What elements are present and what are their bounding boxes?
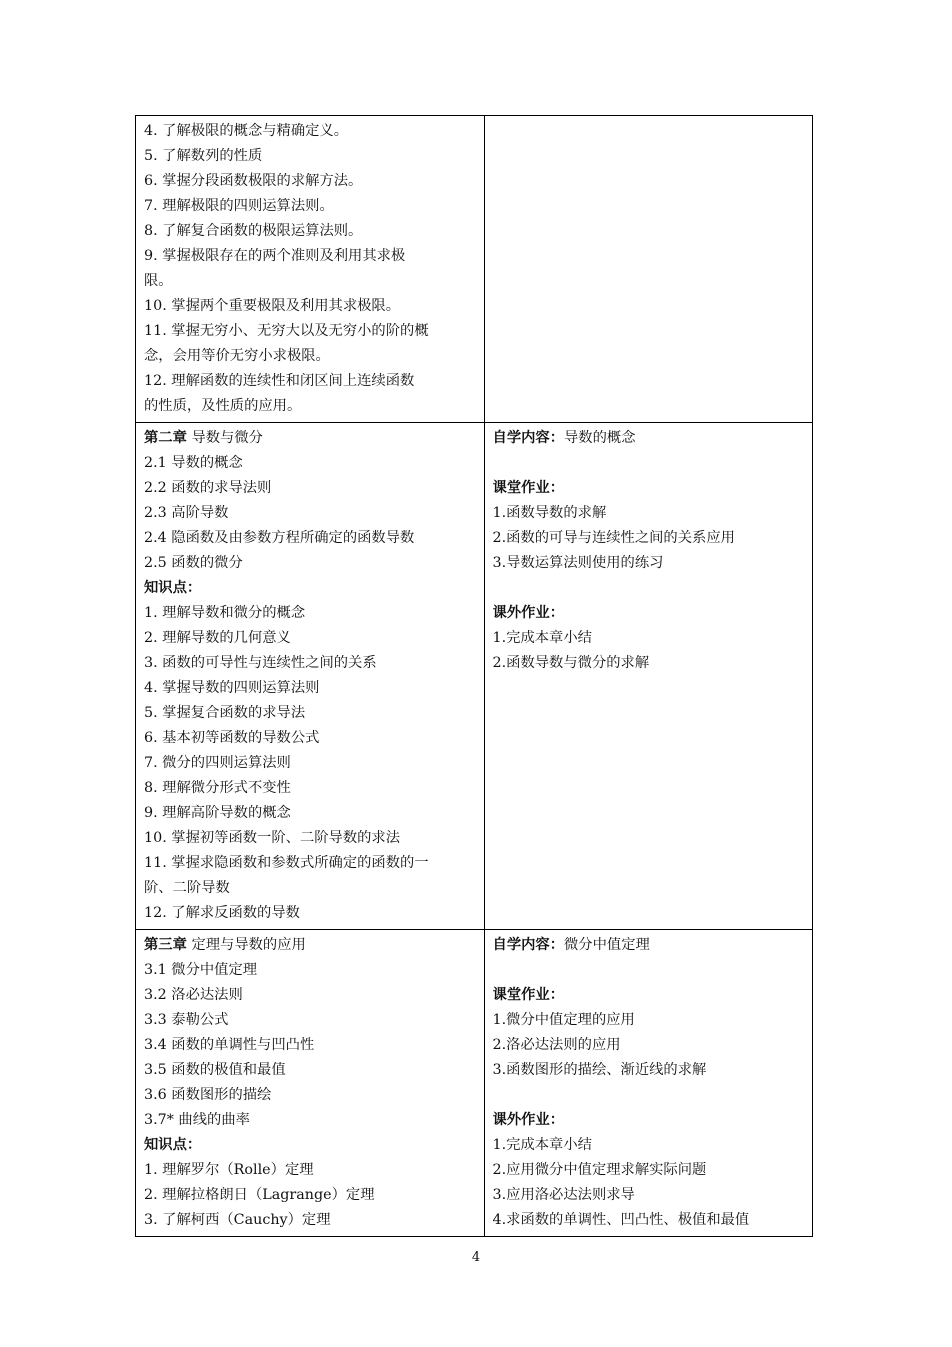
knowledge-point: 5. 掌握复合函数的求导法 bbox=[144, 705, 306, 721]
page-number: 4 bbox=[471, 1250, 481, 1265]
knowledge-point: 的性质，及性质的应用。 bbox=[144, 398, 302, 414]
spacer bbox=[493, 1083, 806, 1108]
knowledge-point: 阶、二阶导数 bbox=[144, 880, 230, 896]
self-study-label: 自学内容： bbox=[492, 430, 565, 446]
knowledge-point: 1. 理解导数和微分的概念 bbox=[144, 605, 306, 621]
section-item: 3.1 微分中值定理 bbox=[144, 962, 258, 978]
knowledge-point: 3. 了解柯西（Cauchy）定理 bbox=[144, 1212, 331, 1228]
section-item: 2.3 高阶导数 bbox=[144, 505, 229, 521]
section-item: 3.5 函数的极值和最值 bbox=[144, 1062, 286, 1078]
knowledge-point: 1. 理解罗尔（Rolle）定理 bbox=[144, 1162, 314, 1178]
knowledge-point: 10. 掌握两个重要极限及利用其求极限。 bbox=[144, 298, 401, 314]
knowledge-point: 7. 理解极限的四则运算法则。 bbox=[144, 198, 334, 214]
homework-item: 2.应用微分中值定理求解实际问题 bbox=[492, 1162, 707, 1178]
table-row-chapter2 bbox=[136, 423, 813, 930]
chapter-title: 定理与导数的应用 bbox=[191, 937, 306, 953]
table-row-chapter1-continued bbox=[136, 116, 813, 423]
section-item: 2.1 导数的概念 bbox=[144, 455, 243, 471]
knowledge-point: 2. 理解拉格朗日（Lagrange）定理 bbox=[144, 1187, 375, 1203]
chapter2-content-cell bbox=[136, 423, 485, 930]
self-study-line bbox=[493, 426, 806, 451]
classwork-item: 3.函数图形的描绘、渐近线的求解 bbox=[492, 1062, 707, 1078]
knowledge-point: 限。 bbox=[144, 273, 173, 289]
chapter3-assignment-cell bbox=[484, 930, 812, 1237]
knowledge-point: 8. 了解复合函数的极限运算法则。 bbox=[144, 223, 363, 239]
syllabus-table bbox=[135, 115, 813, 1237]
chapter-label: 第二章 bbox=[144, 430, 187, 446]
chapter-heading bbox=[144, 933, 478, 958]
knowledge-point: 7. 微分的四则运算法则 bbox=[144, 755, 291, 771]
classwork-item: 2.函数的可导与连续性之间的关系应用 bbox=[492, 530, 735, 546]
spacer bbox=[493, 958, 806, 983]
chapter1-assignment-cell bbox=[484, 116, 812, 423]
classwork-item: 1.微分中值定理的应用 bbox=[492, 1012, 635, 1028]
knowledge-point: 11. 掌握求隐函数和参数式所确定的函数的一 bbox=[144, 855, 429, 871]
section-item: 3.2 洛必达法则 bbox=[144, 987, 243, 1003]
knowledge-point: 11. 掌握无穷小、无穷大以及无穷小的阶的概 bbox=[144, 323, 429, 339]
homework-item: 4.求函数的单调性、凹凸性、极值和最值 bbox=[492, 1212, 750, 1228]
classwork-item: 1.函数导数的求解 bbox=[492, 505, 607, 521]
knowledge-point: 10. 掌握初等函数一阶、二阶导数的求法 bbox=[144, 830, 401, 846]
knowledge-point: 念，会用等价无穷小求极限。 bbox=[144, 348, 330, 364]
section-item: 2.5 函数的微分 bbox=[144, 555, 243, 571]
knowledge-point: 5. 了解数列的性质 bbox=[144, 148, 263, 164]
classwork-heading: 课堂作业： bbox=[492, 480, 565, 496]
knowledge-point: 4. 了解极限的概念与精确定义。 bbox=[144, 123, 349, 139]
knowledge-point: 6. 掌握分段函数极限的求解方法。 bbox=[144, 173, 363, 189]
homework-item: 1.完成本章小结 bbox=[492, 630, 592, 646]
section-item: 3.7* 曲线的曲率 bbox=[144, 1112, 250, 1128]
chapter-title: 导数与微分 bbox=[191, 430, 263, 446]
section-item: 3.4 函数的单调性与凹凸性 bbox=[144, 1037, 315, 1053]
homework-item: 2.函数导数与微分的求解 bbox=[492, 655, 650, 671]
knowledge-point: 4. 掌握导数的四则运算法则 bbox=[144, 680, 320, 696]
knowledge-point: 12. 理解函数的连续性和闭区间上连续函数 bbox=[144, 373, 415, 389]
chapter-heading bbox=[144, 426, 478, 451]
knowledge-point: 9. 理解高阶导数的概念 bbox=[144, 805, 291, 821]
classwork-item: 2.洛必达法则的应用 bbox=[492, 1037, 621, 1053]
section-item: 2.4 隐函数及由参数方程所确定的函数导数 bbox=[144, 530, 415, 546]
chapter2-assignment-cell bbox=[484, 423, 812, 930]
self-study-text: 导数的概念 bbox=[564, 430, 636, 446]
chapter3-content-cell bbox=[136, 930, 485, 1237]
homework-item: 3.应用洛必达法则求导 bbox=[492, 1187, 635, 1203]
knowledge-point: 12. 了解求反函数的导数 bbox=[144, 905, 300, 921]
spacer bbox=[493, 576, 806, 601]
section-item: 3.3 泰勒公式 bbox=[144, 1012, 229, 1028]
knowledge-point: 9. 掌握极限存在的两个准则及利用其求极 bbox=[144, 248, 406, 264]
knowledge-point: 2. 理解导数的几何意义 bbox=[144, 630, 291, 646]
homework-heading: 课外作业： bbox=[492, 1112, 565, 1128]
knowledge-point: 3. 函数的可导性与连续性之间的关系 bbox=[144, 655, 377, 671]
chapter1-knowledge-cell bbox=[136, 116, 485, 423]
spacer bbox=[493, 451, 806, 476]
self-study-line bbox=[493, 933, 806, 958]
self-study-text: 微分中值定理 bbox=[564, 937, 650, 953]
table-row-chapter3 bbox=[136, 930, 813, 1237]
chapter-label: 第三章 bbox=[144, 937, 187, 953]
knowledge-point: 8. 理解微分形式不变性 bbox=[144, 780, 291, 796]
knowledge-heading: 知识点： bbox=[144, 1137, 202, 1153]
knowledge-point: 6. 基本初等函数的导数公式 bbox=[144, 730, 320, 746]
knowledge-heading: 知识点： bbox=[144, 580, 202, 596]
section-item: 2.2 函数的求导法则 bbox=[144, 480, 272, 496]
classwork-heading: 课堂作业： bbox=[492, 987, 565, 1003]
section-item: 3.6 函数图形的描绘 bbox=[144, 1087, 272, 1103]
classwork-item: 3.导数运算法则使用的练习 bbox=[492, 555, 664, 571]
homework-item: 1.完成本章小结 bbox=[492, 1137, 592, 1153]
homework-heading: 课外作业： bbox=[492, 605, 565, 621]
self-study-label: 自学内容： bbox=[492, 937, 565, 953]
